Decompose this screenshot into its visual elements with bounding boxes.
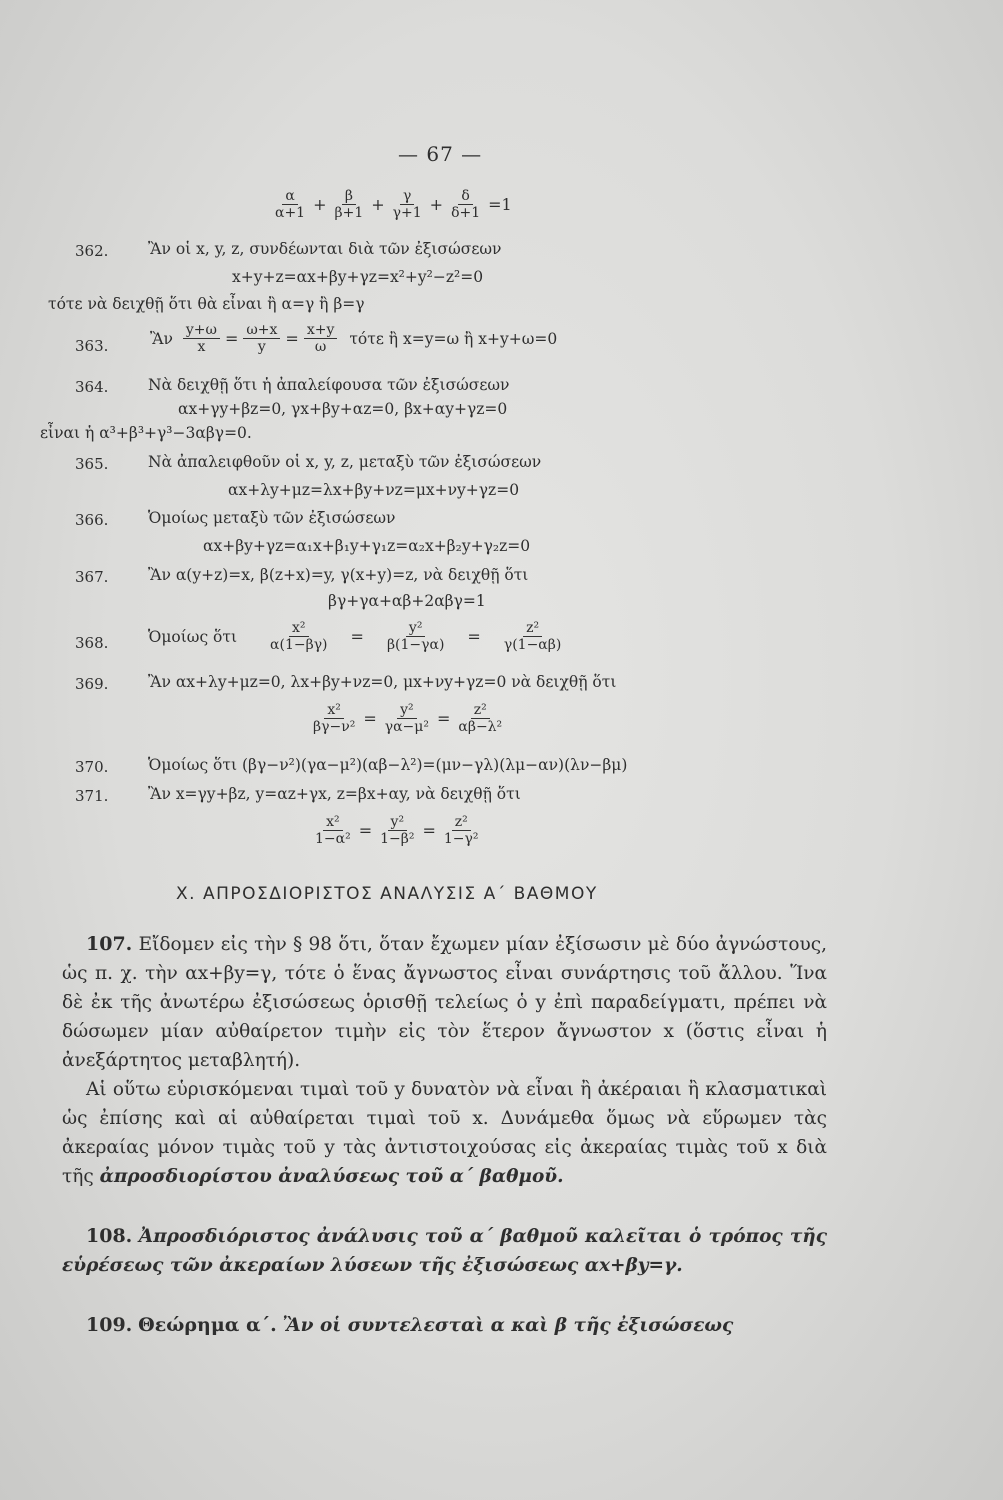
problem-365-equation: αx+λy+μz=λx+βy+νz=μx+νy+γz=0	[228, 481, 520, 499]
section-108-definition: Ἀπροσδιόριστος ἀνάλυσις τοῦ α΄ βαθμοῦ καλεῖται ὁ τρόπος τῆς εὑρέσεως τῶν ἀκεραίων λύσεων τῆς ἐξισώσεως αx+βy=γ.	[62, 1226, 827, 1276]
fraction: $\frac{\text{y²}}{\beta(1-\gamma\alpha)}$	[386, 620, 445, 654]
problem-364-text: Νὰ δειχθῇ ὅτι ἡ ἀπαλείφουσα τῶν ἐξισώσεων	[148, 376, 510, 394]
section-107	[62, 930, 827, 1191]
section-number-109: 109.	[86, 1314, 133, 1336]
section-107-text: Εἴδομεν εἰς τὴν § 98 ὅτι, ὅταν ἔχωμεν μίαν ἐξίσωσιν μὲ δύο ἀγνώστους, ὡς π. χ. τὴν αx+βy=γ, τότε ὁ ἕνας ἄγνωστος εἶναι συνάρτησις τοῦ ἄλλου. Ἵνα δὲ ἐκ τῆς ἀνωτέρω ἐξισώσεως ὁρισθῇ τελείως ὁ y ἐπὶ παραδείγματι, πρέπει νὰ δώσωμεν μίαν αὐθαίρετον τιμὴν εἰς τὸν ἕτερον ἄγνωστον x (ὅστις εἶναι ἡ ἀνεξάρτητος μεταβλητή).	[62, 934, 827, 1071]
problem-365-text: Νὰ ἀπαλειφθοῦν οἱ x, y, z, μεταξὺ τῶν ἐξισώσεων	[148, 453, 542, 471]
page-number: — 67 —	[398, 142, 483, 166]
fraction: $\frac{\text{x²}}{\text{1−α²}}$	[315, 814, 351, 848]
section-number-107: 107.	[86, 933, 133, 955]
problem-369-text: Ἂν αx+λy+μz=0, λx+βy+νz=0, μx+νy+γz=0 νὰ δειχθῇ ὅτι	[148, 673, 617, 691]
problem-367-equation: βγ+γα+αβ+2αβγ=1	[328, 592, 486, 610]
problem-371-text: Ἂν x=γy+βz, y=αz+γx, z=βx+αy, νὰ δειχθῇ ὅτι	[148, 785, 521, 803]
fraction: $\frac{\omega+x}{y}$	[243, 322, 280, 355]
problem-number-363: 363.	[75, 337, 109, 355]
fraction: $\frac{x+y}{\omega}$	[304, 322, 338, 355]
problem-number-367: 367.	[75, 568, 109, 586]
problem-366-text: Ὁμοίως μεταξὺ τῶν ἐξισώσεων	[148, 509, 396, 527]
problem-364-conclusion: εἶναι ἡ α³+β³+γ³−3αβγ=0.	[40, 424, 252, 442]
fraction: $\frac{\text{x²}}{\alpha(1-\beta\gamma)}$	[270, 620, 328, 654]
section-number-108: 108.	[86, 1225, 133, 1247]
problem-362-conclusion: τότε νὰ δειχθῇ ὅτι θὰ εἶναι ἢ α=γ ἢ β=γ	[48, 295, 365, 313]
section-108	[62, 1222, 827, 1280]
fraction: $\frac{y+\omega}{x}$	[183, 322, 220, 355]
section-107-emphasis: ἀπροσδιορίστου ἀναλύσεως τοῦ α΄ βαθμοῦ.	[99, 1166, 564, 1187]
problem-number-370: 370.	[75, 758, 109, 776]
problem-number-362: 362.	[75, 242, 109, 260]
section-heading: X. ΑΠΡΟΣΔΙΟΡΙΣΤΟΣ ΑΝΑΛΥΣΙΣ Α΄ ΒΑΘΜΟΥ	[176, 884, 598, 904]
problem-366-equation: αx+βy+γz=α₁x+β₁y+γ₁z=α₂x+β₂y+γ₂z=0	[203, 537, 531, 555]
problem-number-371: 371.	[75, 787, 109, 805]
fraction: $\frac{\text{y²}}{\text{1−β²}}$	[380, 814, 415, 848]
fraction-delta: $\frac{\delta}{\delta+1}$	[451, 188, 481, 222]
problem-362-equation: x+y+z=αx+βy+γz=x²+y²−z²=0	[232, 268, 484, 286]
fraction: $\frac{\text{x²}}{\text{βγ−ν²}}$	[313, 702, 356, 736]
problem-number-364: 364.	[75, 378, 109, 396]
theorem-title: Θεώρημα α΄.	[138, 1314, 277, 1336]
problem-370-text: Ὁμοίως ὅτι (βγ−ν²)(γα−μ²)(αβ−λ²)=(μν−γλ)(λμ−αν)(λν−βμ)	[148, 756, 628, 774]
problem-number-369: 369.	[75, 675, 109, 693]
equation-sum-fractions: $\frac{\alpha}{\alpha+1}$ + $\frac{\beta}{\beta+1}$ + $\frac{\gamma}{\gamma+1}$ + $\frac{\delta}{\delta+1}$ =1	[272, 188, 517, 221]
problem-363-equation: Ἂν $\frac{y+\omega}{x}$ = $\frac{\omega+x}{y}$ = $\frac{x+y}{\omega}$ τότε ἢ x=y=ω ἢ x+y+ω=0	[150, 322, 558, 356]
problem-number-365: 365.	[75, 455, 109, 473]
fraction-beta: $\frac{\beta}{\beta+1}$	[334, 188, 364, 222]
fraction: $\frac{\text{z²}}{\gamma(1-\alpha\beta)}$	[503, 620, 562, 654]
fraction: $\frac{\text{y²}}{\text{γα−μ²}}$	[384, 702, 429, 736]
problem-364-equations: αx+γy+βz=0, γx+βy+αz=0, βx+αy+γz=0	[178, 400, 508, 418]
problem-368-equation: Ὁμοίως ὅτι $\frac{\text{x²}}{\alpha(1-\beta\gamma)}$ = $\frac{\text{y²}}{\beta(1-\gamma\alpha)}$ = $\frac{\text{z²}}{\gamma(1-\alpha\beta)}$	[148, 620, 564, 653]
section-107-text-2: Αἱ οὕτω εὑρισκόμεναι τιμαὶ τοῦ y δυνατὸν νὰ εἶναι ἢ ἀκέραιαι ἢ κλασματικαὶ ὡς ἐπίσης καὶ αἱ αὐθαίρεται τιμαὶ τοῦ x. Δυνάμεθα ὅμως νὰ εὕρωμεν τὰς ἀκεραίας μόνον τιμὰς τοῦ y τὰς ἀντιστοιχούσας εἰς ἀκεραίας τιμὰς τοῦ x διὰ τῆς	[62, 1079, 827, 1187]
fraction: $\frac{\text{z²}}{\text{αβ−λ²}}$	[458, 702, 503, 736]
problem-369-equation: $\frac{\text{x²}}{\text{βγ−ν²}}$ = $\frac{\text{y²}}{\text{γα−μ²}}$ = $\frac{\text{z²}}{\text{αβ−λ²}}$	[310, 702, 505, 735]
fraction-alpha: $\frac{\alpha}{\alpha+1}$	[275, 188, 306, 222]
problem-367-text: Ἂν α(y+z)=x, β(z+x)=y, γ(x+y)=z, νὰ δειχθῇ ὅτι	[148, 566, 529, 584]
problem-362-text: Ἂν οἱ x, y, z, συνδέωνται διὰ τῶν ἐξισώσεων	[148, 240, 502, 258]
fraction-gamma: $\frac{\gamma}{\gamma+1}$	[392, 188, 422, 222]
fraction: $\frac{\text{z²}}{\text{1−γ²}}$	[443, 814, 479, 848]
section-109	[62, 1311, 827, 1340]
theorem-text: Ἂν οἱ συντελεσταὶ α καὶ β τῆς ἐξισώσεως	[282, 1315, 734, 1336]
problem-number-366: 366.	[75, 511, 109, 529]
problem-number-368: 368.	[75, 634, 109, 652]
problem-371-equation: $\frac{\text{x²}}{\text{1−α²}}$ = $\frac{\text{y²}}{\text{1−β²}}$ = $\frac{\text{z²}}{\text{1−γ²}}$	[312, 814, 482, 847]
